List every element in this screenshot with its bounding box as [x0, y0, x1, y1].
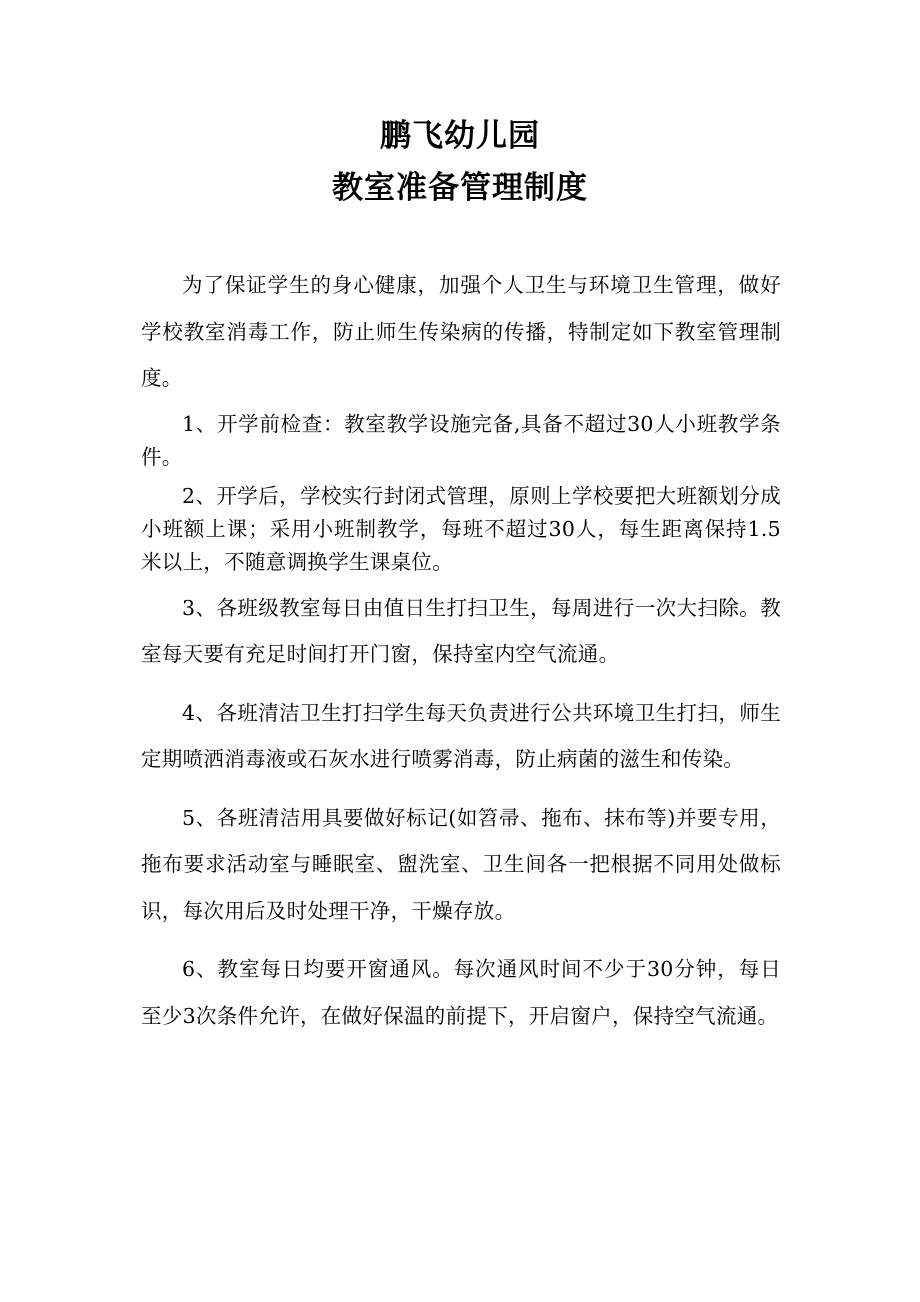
document-body: [141, 262, 781, 1039]
rule-item: 4、各班清洁卫生打扫学生每天负责进行公共环境卫生打扫，师生定期喷洒消毒液或石灰水进行喷雾消毒，防止病菌的滋生和传染。: [141, 700, 781, 771]
rule-item: 2、开学后，学校实行封闭式管理，原则上学校要把大班额划分成小班额上课；采用小班制教学，每班不超过30人，每生距离保持1.5米以上，不随意调换学生课桌位。: [141, 483, 781, 574]
intro-paragraph: 为了保证学生的身心健康，加强个人卫生与环境卫生管理，做好学校教室消毒工作，防止师生传染病的传播，特制定如下教室管理制度。: [141, 273, 781, 390]
school-name: 鹏飞幼儿园: [380, 118, 540, 154]
document-title: 教室准备管理制度: [332, 170, 588, 206]
document-header: [0, 110, 920, 214]
rule-item: 5、各班清洁用具要做好标记(如笤帚、拖布、抹布等)并要专用，拖布要求活动室与睡眠室、盥洗室、卫生间各一把根据不同用处做标识，每次用后及时处理干净，干燥存放。: [141, 805, 781, 923]
rule-item: 6、教室每日均要开窗通风。每次通风时间不少于30分钟，每日至少3次条件允许，在做好保温的前提下，开启窗户，保持空气流通。: [141, 957, 781, 1028]
rule-item: 1、开学前检查：教室教学设施完备,具备不超过30人小班教学条件。: [141, 411, 781, 469]
rule-item: 3、各班级教室每日由值日生打扫卫生，每周进行一次大扫除。教室每天要有充足时间打开门窗，保持室内空气流通。: [141, 595, 781, 666]
